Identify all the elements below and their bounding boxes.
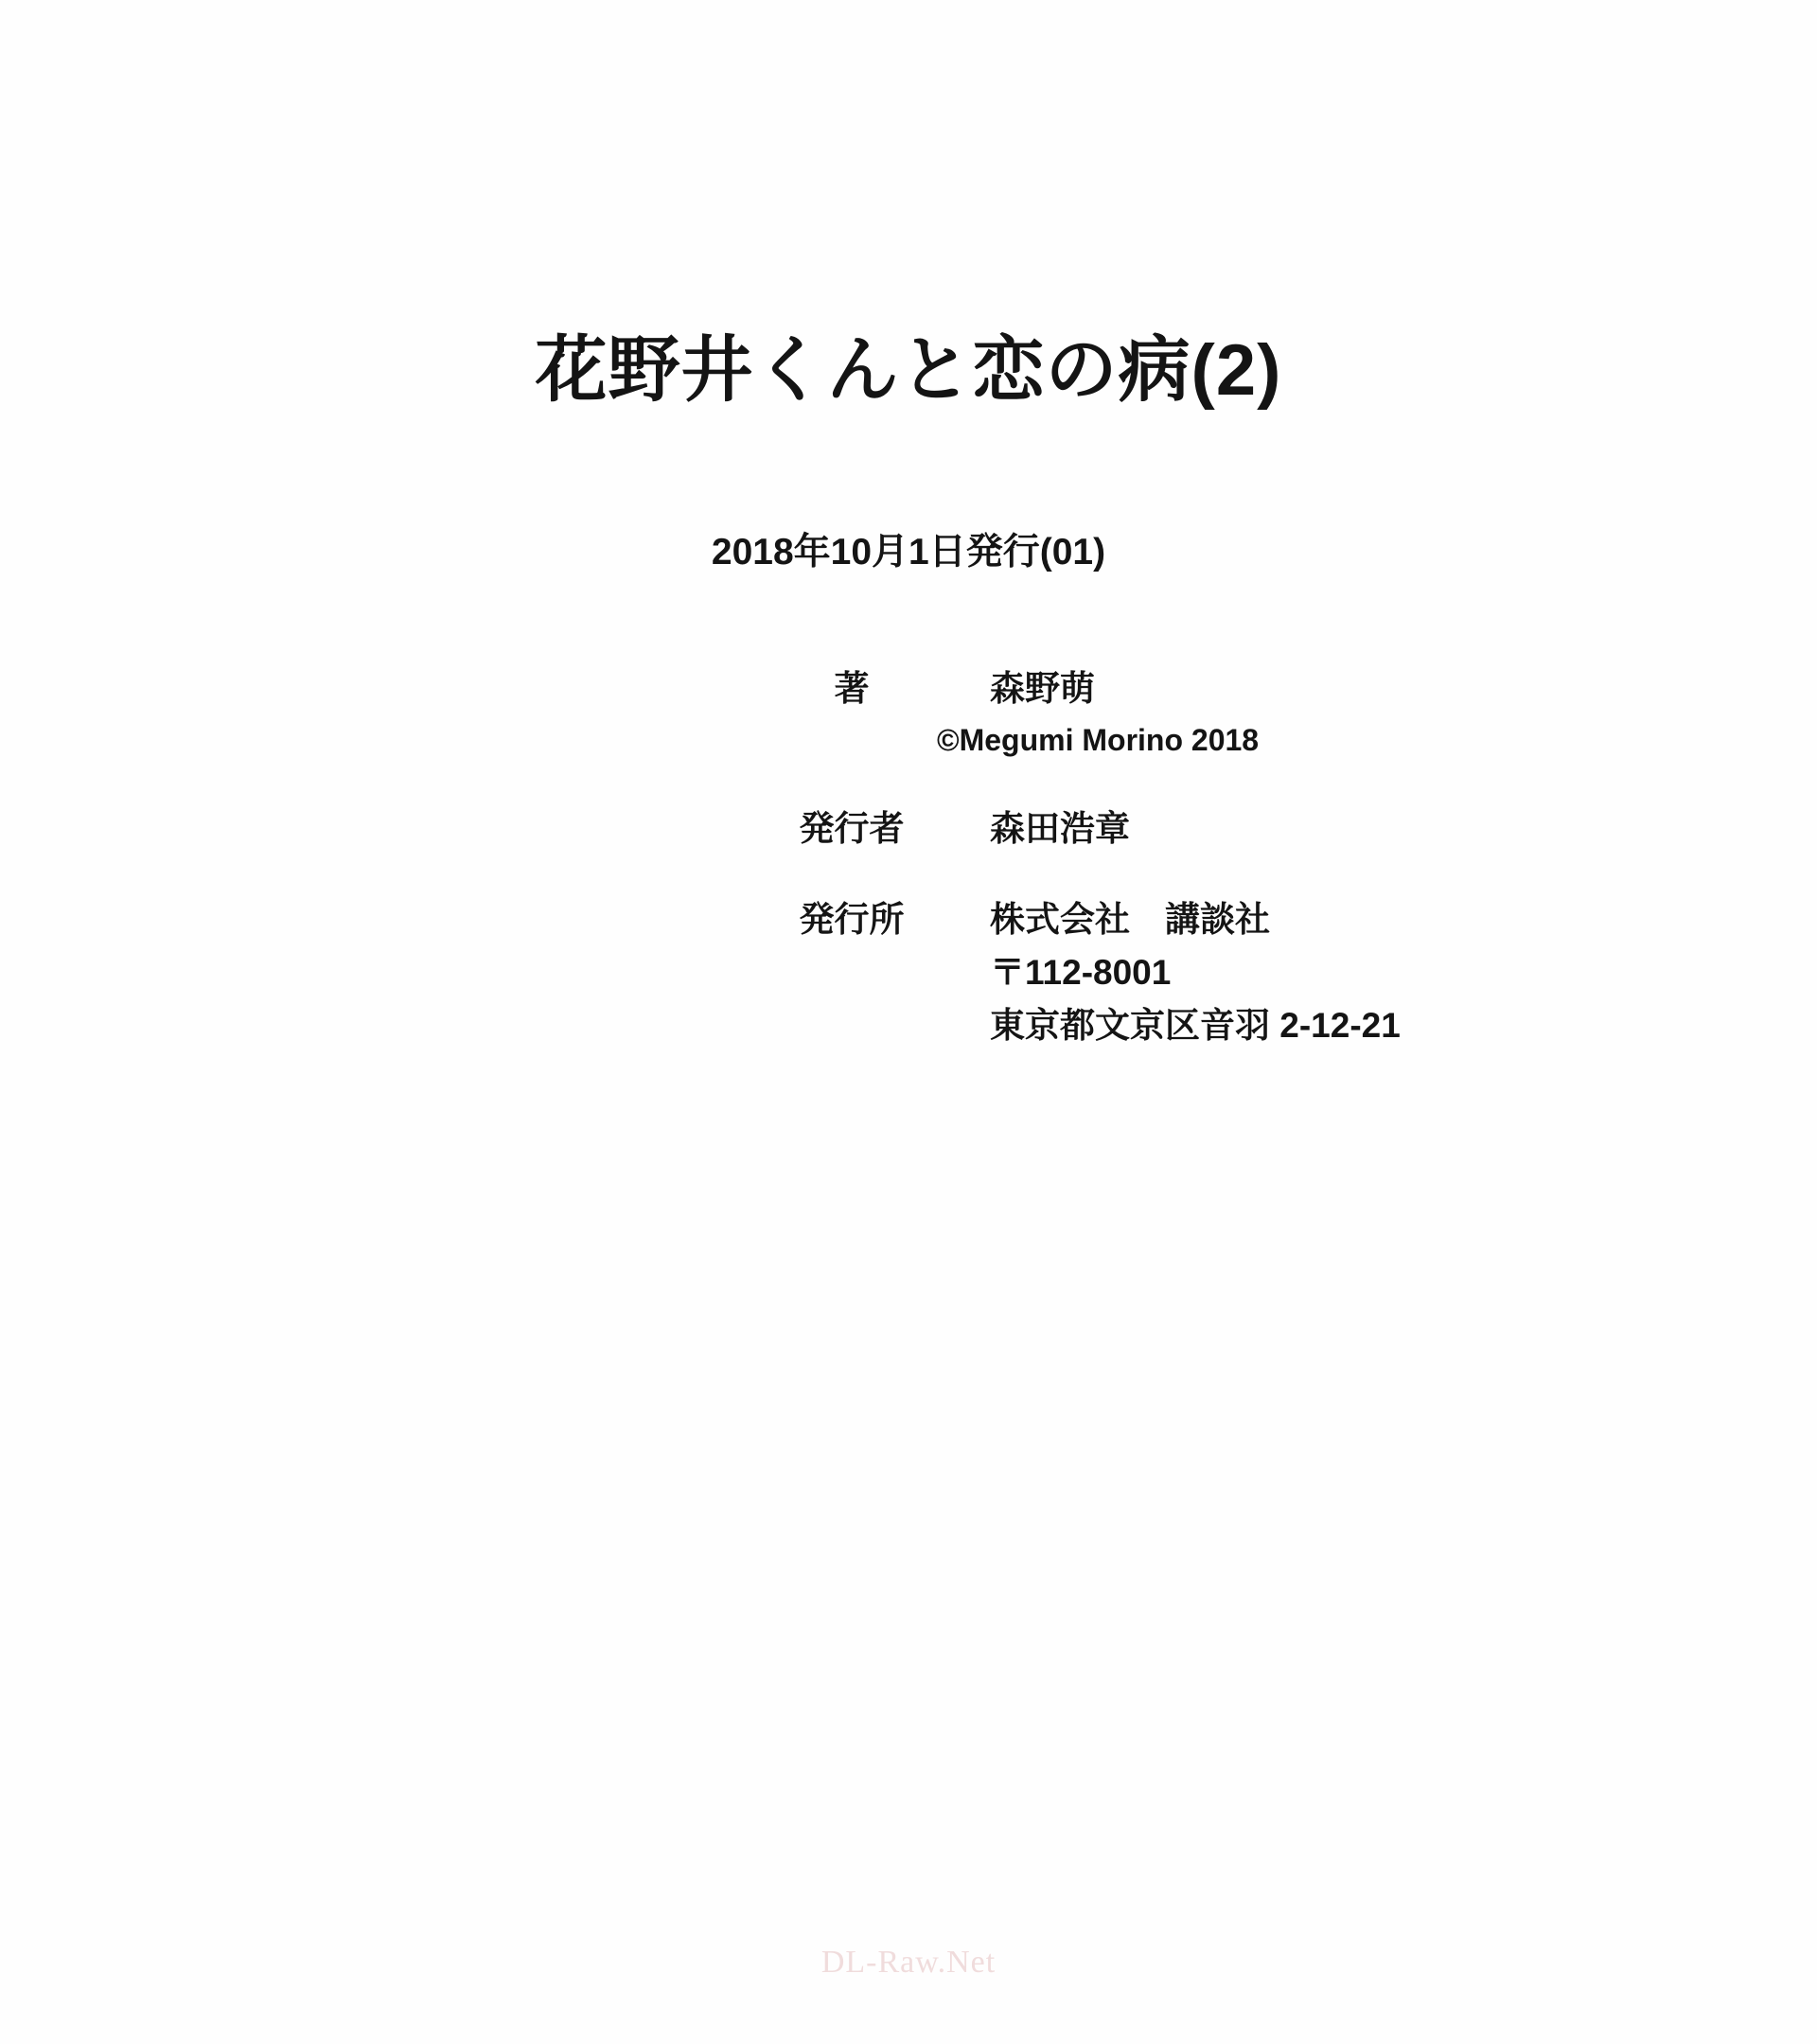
credit-row-publisher-person <box>767 802 1618 855</box>
copyright-notice: ©Megumi Morino 2018 <box>937 723 1260 757</box>
author-name: 森野萌 <box>990 669 1095 708</box>
publisher-postal-code: 〒112-8001 <box>990 953 1172 992</box>
credit-value-publisher <box>937 893 1401 1052</box>
publisher-address: 東京都文京区音羽 2-12-21 <box>990 1006 1401 1045</box>
credit-value-publisher-person <box>937 802 1130 855</box>
credit-value-author <box>937 662 1259 765</box>
watermark-text: DL-Raw.Net <box>820 1945 997 1980</box>
credit-row-author <box>767 662 1618 765</box>
credits-block <box>767 662 1618 1086</box>
publisher-company: 株式会社 講談社 <box>990 900 1270 939</box>
credit-row-publisher <box>767 893 1618 1052</box>
credit-label-publisher-person: 発行者 <box>799 809 905 848</box>
publication-date: 2018年10月1日発行(01) <box>711 532 1106 573</box>
credit-label-publisher: 発行所 <box>799 900 905 939</box>
page-title: 花野井くんと恋の病(2) <box>535 330 1282 411</box>
credit-label-author: 著 <box>834 669 870 708</box>
publisher-person-name: 森田浩章 <box>990 809 1130 848</box>
